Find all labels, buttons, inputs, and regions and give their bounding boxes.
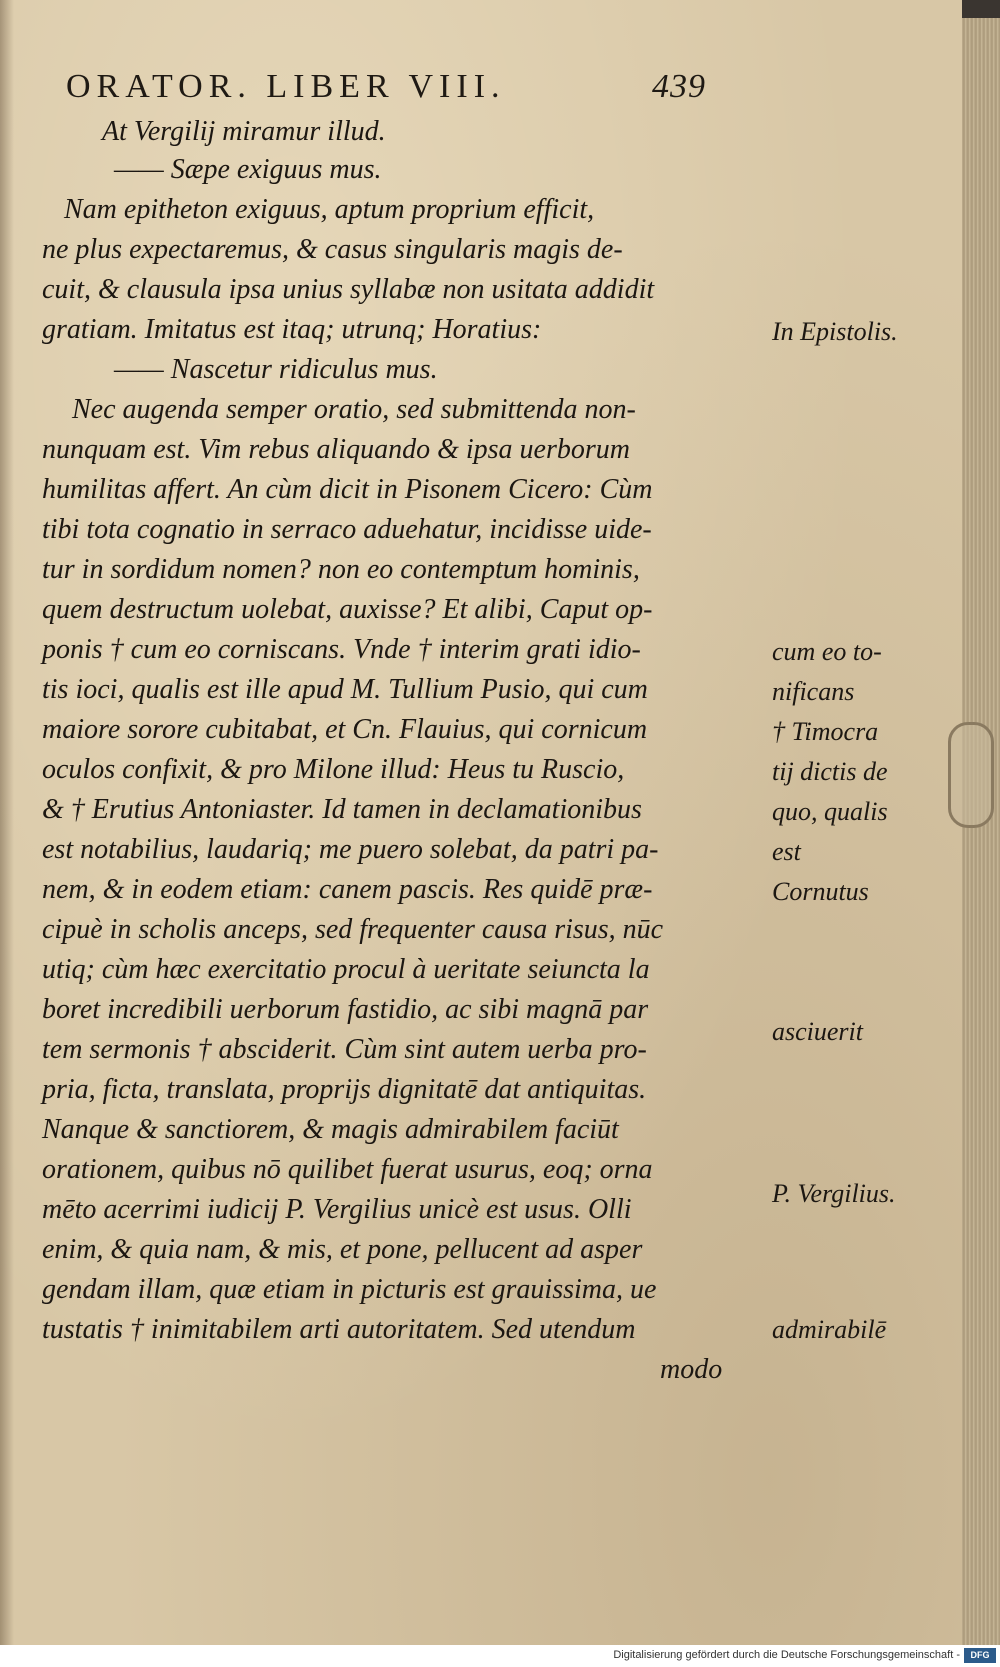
text-line: humilitas affert. An cùm dicit in Pisonem Cicero: Cùm	[42, 474, 653, 505]
margin-note: tij dictis de	[772, 757, 888, 786]
text-line: oculos confixit, & pro Milone illud: Heus tu Ruscio,	[42, 754, 625, 785]
page-number: 439	[652, 68, 706, 105]
margin-note: quo, qualis	[772, 797, 888, 826]
text-line: mēto acerrimi iudicij P. Vergilius unicè est usus. Olli	[42, 1194, 632, 1225]
text-line: —— Sæpe exiguus mus.	[114, 154, 382, 185]
text-line: tustatis † inimitabilem arti autoritatem. Sed utendum	[42, 1314, 636, 1345]
text-line: At Vergilij miramur illud.	[102, 116, 386, 147]
text-line: ne plus expectaremus, & casus singularis magis de-	[42, 234, 623, 265]
text-line: Nec augenda semper oratio, sed submittenda non-	[72, 394, 636, 425]
text-line: tibi tota cognatio in serraco aduehatur, incidisse uide-	[42, 514, 652, 545]
margin-note: In Epistolis.	[772, 317, 898, 346]
text-line: ponis † cum eo corniscans. Vnde † interim grati idio-	[42, 634, 641, 665]
footer-bar	[0, 1645, 1000, 1667]
text-line: tur in sordidum nomen? non eo contemptum hominis,	[42, 554, 640, 585]
dfg-logo: DFG	[964, 1648, 996, 1663]
text-line: Nam epitheton exiguus, aptum proprium efficit,	[64, 194, 595, 225]
text-line: utiq; cùm hæc exercitatio procul à ueritate seiuncta la	[42, 954, 650, 985]
catchword: modo	[660, 1354, 723, 1385]
text-line: orationem, quibus nō quilibet fuerat usurus, eoq; orna	[42, 1154, 653, 1185]
book-page-edges	[962, 18, 1000, 1645]
text-line: boret incredibili uerborum fastidio, ac sibi magnā par	[42, 994, 649, 1025]
funding-credit: Digitalisierung gefördert durch die Deutsche Forschungsgemeinschaft -	[613, 1649, 960, 1661]
text-line: Nanque & sanctiorem, & magis admirabilem faciūt	[42, 1114, 619, 1145]
text-line: maiore sorore cubitabat, et Cn. Flauius, qui cornicum	[42, 714, 648, 745]
margin-note: P. Vergilius.	[772, 1179, 896, 1208]
margin-note: nificans	[772, 677, 855, 706]
text-line: quem destructum uolebat, auxisse? Et alibi, Caput op-	[42, 594, 653, 625]
margin-note: † Timocra	[772, 717, 879, 746]
text-line: & † Erutius Antoniaster. Id tamen in declamationibus	[42, 794, 642, 825]
margin-note: Cornutus	[772, 877, 869, 906]
margin-note: cum eo to-	[772, 637, 882, 666]
text-line: nem, & in eodem etiam: canem pascis. Res quidē præ-	[42, 874, 653, 905]
running-title: ORATOR. LIBER VIII.	[66, 68, 506, 105]
book-clasp	[948, 722, 994, 828]
margin-note: est	[772, 837, 801, 866]
text-line: cipuè in scholis anceps, sed frequenter causa risus, nūc	[42, 914, 664, 945]
page-header	[66, 68, 706, 112]
page-gutter-shadow	[0, 0, 14, 1645]
text-line: gendam illam, quæ etiam in picturis est grauissima, ue	[42, 1274, 657, 1305]
text-line: est notabilius, laudariq; me puero solebat, da patri pa-	[42, 834, 659, 865]
text-line: tis ioci, qualis est ille apud M. Tullium Pusio, qui cum	[42, 674, 648, 705]
text-line: nunquam est. Vim rebus aliquando & ipsa uerborum	[42, 434, 630, 465]
text-line: cuit, & clausula ipsa unius syllabæ non usitata addidit	[42, 274, 655, 305]
text-line: pria, ficta, translata, proprijs dignitatē dat antiquitas.	[42, 1074, 647, 1105]
margin-note: asciuerit	[772, 1017, 863, 1046]
text-line: enim, & quia nam, & mis, et pone, pellucent ad asper	[42, 1234, 643, 1265]
text-line: —— Nascetur ridiculus mus.	[114, 354, 438, 385]
text-line: gratiam. Imitatus est itaq; utrunq; Horatius:	[42, 314, 542, 345]
margin-note: admirabilē	[772, 1315, 887, 1344]
text-line: tem sermonis † absciderit. Cùm sint autem uerba pro-	[42, 1034, 647, 1065]
